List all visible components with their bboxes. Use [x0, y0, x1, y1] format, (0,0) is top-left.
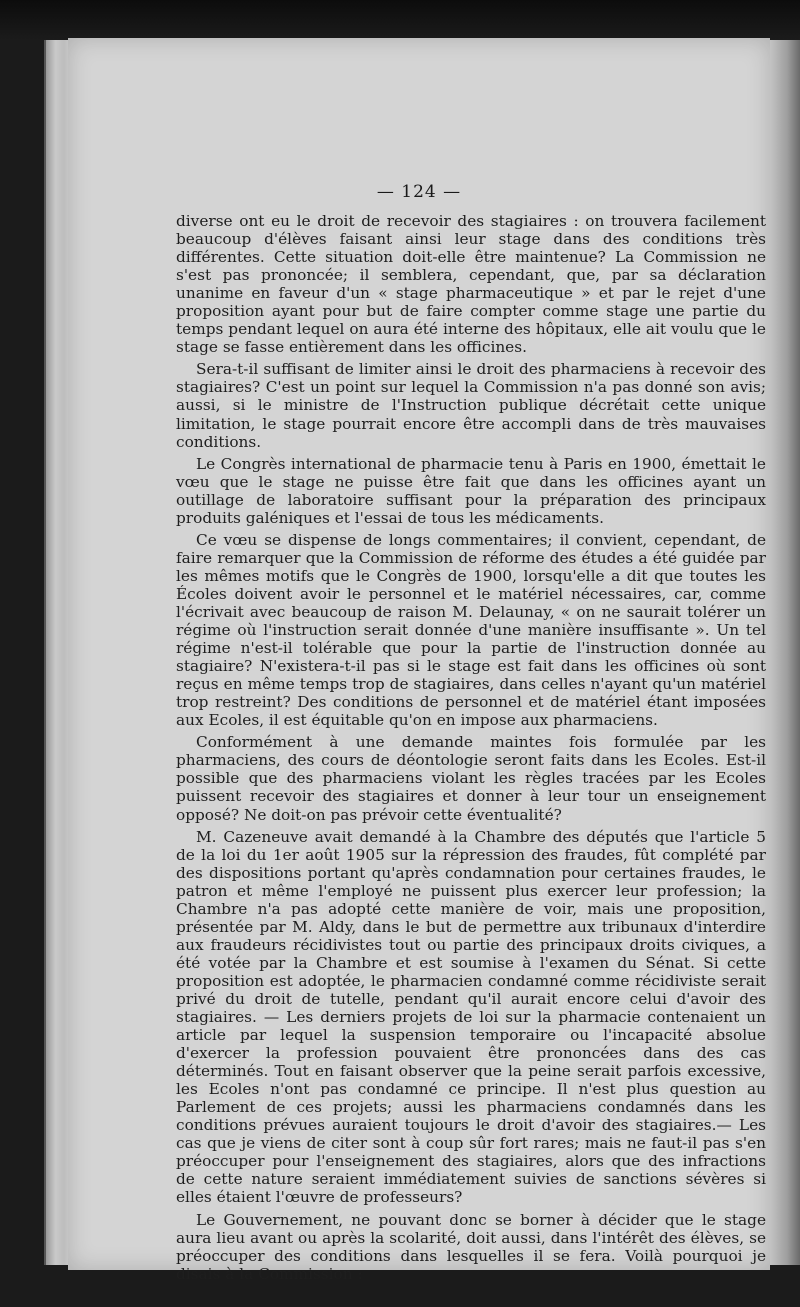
book-page-edge: [768, 40, 800, 1265]
page-number: — 124 —: [376, 182, 462, 202]
paragraph-6: M. Cazeneuve avait demandé à la Chambre des députés que l'article 5 de la loi du 1er août 1905 sur la répression des fraudes, fût complété par des dispositions portant qu'après condamnation pour certaines fraudes, le patron et même l'employé ne puissent plus exercer leur profession; la Chambre n'a pas adopté cette manière de voir, mais une proposition, présentée par M. Aldy, dans le but de permettre aux tribunaux d'interdire aux fraudeurs récidivistes tout ou partie des principaux droits civiques, a été votée par la Chambre et est soumise à l'examen du Sénat. Si cette proposition est adoptée, le pharmacien condamné comme récidiviste serait privé du droit de tutelle, pendant qu'il aurait encore celui d'avoir des stagiaires. — Les derniers projets de loi sur la pharmacie contenaient un article par lequel la suspension temporaire ou l'incapacité absolue d'exercer la profession pouvaient être prononcées dans des cas déterminés. Tout en faisant observer que la peine serait parfois excessive, les Ecoles n'ont pas condamné ce principe. Il n'est plus question au Parlement de ces projets; aussi les pharmaciens condamnés dans les conditions prévues auraient toujours le droit d'avoir des stagiaires.— Les cas que je viens de citer sont à coup sûr fort rares; mais ne faut-il pas s'en préoccuper pour l'enseignement des stagiaires, alors que des infractions de cette nature seraient immédiatement suivies de sanctions sévères si elles étaient l'œuvre de professeurs?: [176, 827, 766, 1207]
paragraph-3: Le Congrès international de pharmacie tenu à Paris en 1900, émettait le vœu que le stage ne puisse être fait que dans les officines ayant un outillage de laboratoire suffisant pour la préparation des principaux produits galéniques et l'essai de tous les médicaments.: [176, 454, 766, 527]
scan-background-top: [0, 0, 800, 40]
paragraph-5: Conformément à une demande maintes fois formulée par les pharmaciens, des cours de déontologie seront faits dans les Ecoles. Est-il possible que des pharmaciens violant les règles tracées par les Ecoles puissent recevoir des stagiaires et donner à leur tour un enseignement opposé? Ne doit-on pas prévoir cette éventualité?: [176, 733, 766, 824]
document-page: [68, 38, 770, 1283]
paragraph-7: Le Gouvernement, ne pouvant donc se borner à décider que le stage aura lieu avant ou après la scolarité, doit aussi, dans l'intérêt des élèves, se préoccuper des conditions dans lesquelles il se fera. Voilà pourquoi je disais à la Commission :: [176, 1210, 766, 1283]
body-text: [176, 212, 766, 1287]
paragraph-4: Ce vœu se dispense de longs commentaires; il convient, cependant, de faire remarquer que la Commission de réforme des études a été guidée par les mêmes motifs que le Congrès de 1900, lorsqu'elle a dit que toutes les Écoles doivent avoir le personnel et le matériel nécessaires, car, comme l'écrivait avec beaucoup de raison M. Delaunay, « on ne saurait tolérer un régime où l'instruction serait donnée d'une manière insuffisante ». Un tel régime n'est-il tolérable que pour la partie de l'instruction donnée au stagiaire? N'existera-t-il pas si le stage est fait dans les officines où sont reçus en même temps trop de stagiaires, dans celles n'ayant qu'un matériel trop restreint? Des conditions de personnel et de matériel étant imposées aux Ecoles, il est équitable qu'on en impose aux pharmaciens.: [176, 530, 766, 730]
paragraph-1: diverse ont eu le droit de recevoir des stagiaires : on trouvera facilement beaucoup d'élèves faisant ainsi leur stage dans des conditions très différentes. Cette situation doit-elle être maintenue? La Commission ne s'est pas prononcée; il semblera, cependant, que, par sa déclaration unanime en faveur d'un « stage pharmaceutique » et par le rejet d'une proposition ayant pour but de faire compter comme stage une partie du temps pendant lequel on aura été interne des hôpitaux, elle ait voulu que le stage se fasse entièrement dans les officines.: [176, 212, 766, 357]
paragraph-2: Sera-t-il suffisant de limiter ainsi le droit des pharmaciens à recevoir des stagiaires? C'est un point sur lequel la Commission n'a pas donné son avis; aussi, si le ministre de l'Instruction publique décrétait cette unique limitation, le stage pourrait encore être accompli dans de très mauvaises conditions.: [176, 360, 766, 451]
